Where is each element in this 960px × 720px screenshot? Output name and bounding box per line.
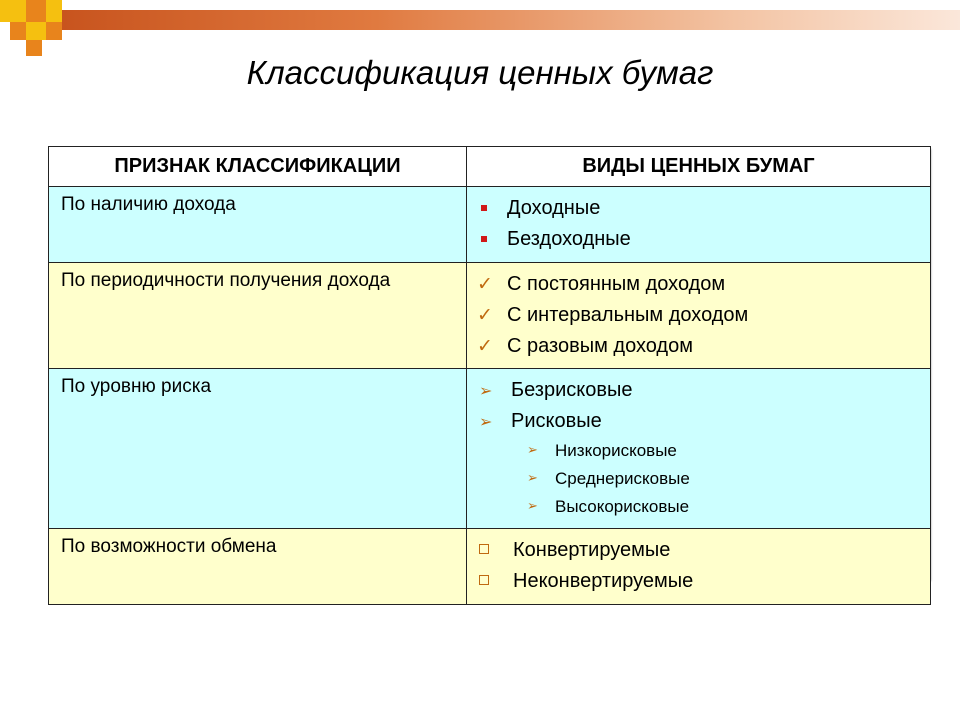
sub-list-item: ➢ Высокорисковые <box>467 493 930 521</box>
arrow-bullet-icon: ➢ <box>479 412 493 431</box>
list-item: Конвертируемые <box>467 535 930 566</box>
list-item: Бездоходные <box>467 224 930 255</box>
slide-title: Классификация ценных бумаг <box>246 54 714 91</box>
checkmark-icon: ✓ <box>477 304 493 326</box>
list-item: ✓ С разовым доходом <box>467 331 930 362</box>
box-bullet-icon <box>479 575 489 585</box>
table-row <box>49 263 931 369</box>
box-bullet-icon <box>479 544 489 554</box>
table-header-row <box>49 147 931 187</box>
list-item: ✓ С интервальным доходом <box>467 300 930 331</box>
table-row <box>49 187 931 263</box>
checkmark-icon: ✓ <box>477 273 493 295</box>
list-item: ✓ С постоянным доходом <box>467 269 930 300</box>
sub-list-item: ➢ Низкорисковые <box>467 437 930 465</box>
types-cell <box>467 263 931 369</box>
criterion-cell: По уровню риска <box>49 369 467 529</box>
arrow-bullet-icon: ➢ <box>527 471 538 486</box>
criterion-cell: По наличию дохода <box>49 187 467 263</box>
classification-table <box>48 146 931 605</box>
header-decor-bar <box>62 10 960 30</box>
types-list <box>467 263 930 362</box>
square-bullet-icon <box>481 236 487 242</box>
types-list <box>467 369 930 521</box>
types-list <box>467 529 930 597</box>
types-cell <box>467 187 931 263</box>
criterion-cell: По возможности обмена <box>49 529 467 605</box>
arrow-bullet-icon: ➢ <box>527 443 538 458</box>
types-list <box>467 187 930 255</box>
types-cell <box>467 369 931 529</box>
table-row <box>49 369 931 529</box>
arrow-bullet-icon: ➢ <box>527 499 538 514</box>
header-criterion: ПРИЗНАК КЛАССИФИКАЦИИ <box>49 147 467 187</box>
sub-list-item: ➢ Среднерисковые <box>467 465 930 493</box>
header-types: ВИДЫ ЦЕННЫХ БУМАГ <box>467 147 931 187</box>
square-bullet-icon <box>481 205 487 211</box>
list-item: ➢ Рисковые <box>467 406 930 437</box>
list-item: ➢ Безрисковые <box>467 375 930 406</box>
types-cell <box>467 529 931 605</box>
checkmark-icon: ✓ <box>477 335 493 357</box>
list-item: Неконвертируемые <box>467 566 930 597</box>
table-row <box>49 529 931 605</box>
classification-table-wrapper <box>48 146 928 592</box>
criterion-cell: По периодичности получения дохода <box>49 263 467 369</box>
list-item: Доходные <box>467 193 930 224</box>
arrow-bullet-icon: ➢ <box>479 381 493 400</box>
